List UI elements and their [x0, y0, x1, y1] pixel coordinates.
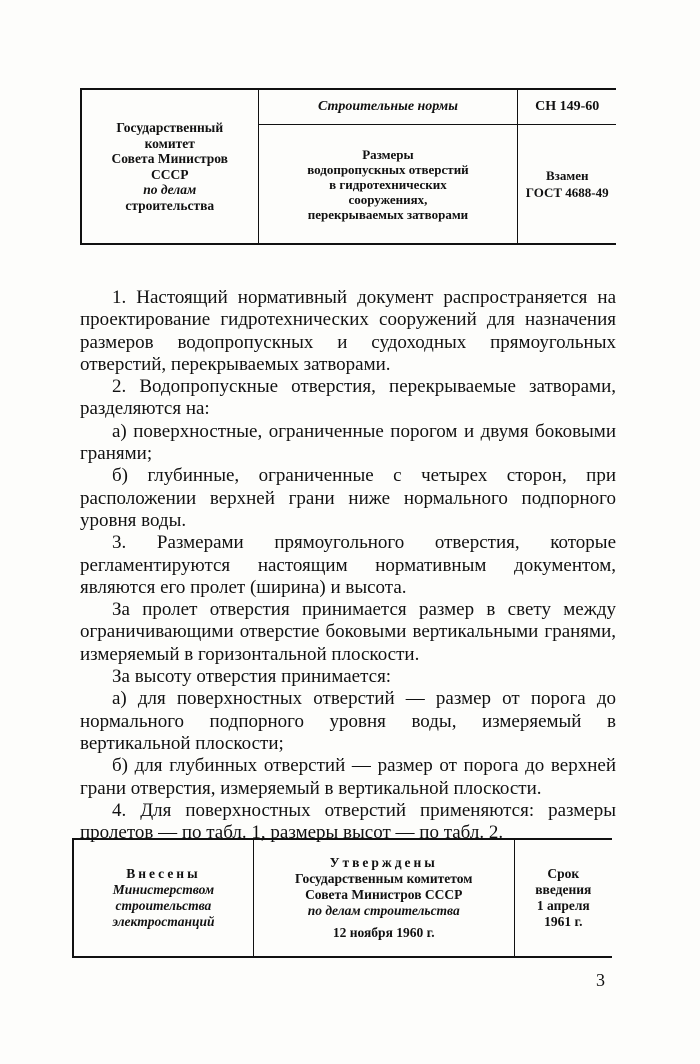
- replaces-value: ГОСТ 4688-49: [525, 185, 609, 200]
- title-line: в гидротехнических: [329, 176, 447, 192]
- paragraph: 1. Настоящий нормативный документ распространяется на проектирование гидротехнических сооружений для назначения размеров водопропускных и судоходных прямоугольных отверстий, перекрываемых затворами.: [80, 287, 616, 375]
- approved-by-line: Совета Министров СССР: [305, 887, 463, 902]
- approved-label: Утверждены: [329, 855, 438, 870]
- page-number: 3: [596, 970, 605, 990]
- submitted-by-line: электростанций: [112, 914, 215, 929]
- effective-date: 1961 г.: [544, 914, 583, 929]
- paragraph: б) глубинные, ограниченные с четырех сторон, при расположении верхней грани ниже нормального подпорного уровня воды.: [80, 465, 616, 531]
- submitted-label: Внесены: [126, 866, 201, 881]
- org-line: Совета Министров: [111, 151, 228, 166]
- paragraph: а) поверхностные, ограниченные порогом и двумя боковыми гранями;: [80, 420, 616, 465]
- paragraph: 4. Для поверхностных отверстий применяются: размеры пролетов — по табл. 1, размеры высот — по табл. 2.: [80, 799, 616, 844]
- issuing-organization: [81, 89, 258, 244]
- approved-cell: [253, 839, 514, 957]
- effective-label: введения: [535, 882, 592, 897]
- replaces-label: Взамен: [545, 168, 589, 183]
- paragraph: 3. Размерами прямоугольного отверстия, которые регламентируются настоящим нормативным документом, являются его пролет (ширина) и высота.: [80, 532, 616, 598]
- effective-date: 1 апреля: [536, 898, 590, 913]
- submitted-cell: [73, 839, 253, 957]
- paragraph: За пролет отверстия принимается размер в свету между ограничивающими отверстие боковыми вертикальными гранями, измеряемый в горизонтальной плоскости.: [80, 599, 616, 665]
- effective-label: Срок: [547, 866, 580, 881]
- title-line: перекрываемых затворами: [307, 206, 469, 222]
- approved-by-line: Государственным комитетом: [295, 871, 473, 886]
- paragraph: 2. Водопропускные отверстия, перекрываемые затворами, разделяются на:: [80, 376, 616, 420]
- paragraph: б) для глубинных отверстий — размер от порога до верхней грани отверстия, измеряемый в вертикальной плоскости.: [80, 755, 616, 799]
- replaces-block: [518, 125, 616, 243]
- org-line: СССР: [151, 166, 189, 182]
- effective-date-cell: [514, 839, 612, 957]
- footer-table: [72, 838, 612, 958]
- org-line: по делам: [143, 182, 197, 197]
- document-title: [259, 125, 518, 243]
- header-table: [80, 88, 616, 245]
- document-title-cell: [258, 89, 518, 244]
- document-code-cell: [518, 89, 616, 244]
- approved-date: 12 ноября 1960 г.: [332, 925, 435, 940]
- section-title: Строительные нормы: [259, 90, 518, 125]
- title-line: сооружениях,: [348, 191, 428, 207]
- submitted-by-line: Министерством: [112, 882, 215, 897]
- body-text: [80, 287, 616, 844]
- org-line: строительства: [125, 197, 215, 213]
- org-line: Государственный: [116, 120, 224, 135]
- paragraph: а) для поверхностных отверстий — размер от порога до нормального подпорного уровня воды, измеряемый в вертикальной плоскости;: [80, 688, 616, 754]
- approved-by-line: по делам строительства: [307, 903, 460, 918]
- submitted-by-line: строительства: [115, 898, 212, 913]
- org-line: комитет: [144, 135, 195, 151]
- title-line: Размеры: [362, 146, 414, 162]
- document-code: СН 149-60: [518, 90, 616, 125]
- paragraph: За высоту отверстия принимается:: [112, 666, 392, 688]
- title-line: водопропускных отверстий: [307, 161, 469, 177]
